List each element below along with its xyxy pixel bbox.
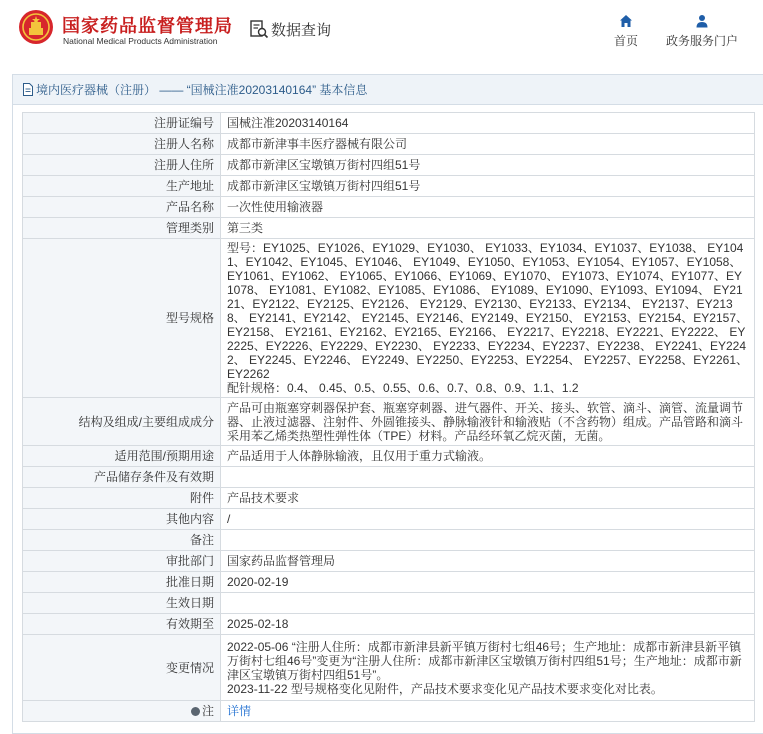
table-row [23,701,755,722]
field-value: / [221,509,755,530]
field-value: 2025-02-18 [221,614,755,635]
note-label-cell [23,701,221,722]
table-row [23,134,755,155]
field-label: 注册人住所 [23,155,221,176]
field-label: 有效期至 [23,614,221,635]
field-label: 注册证编号 [23,113,221,134]
field-label: 审批部门 [23,551,221,572]
field-label: 管理类别 [23,218,221,239]
table-row [23,614,755,635]
nav-gov-service[interactable] [660,14,744,49]
table-row [23,551,755,572]
table-row [23,197,755,218]
nav-home-label: 首页 [613,34,638,48]
field-label: 型号规格 [23,239,221,398]
table-row [23,155,755,176]
data-query-link[interactable] [249,18,331,40]
field-value: 第三类 [221,218,755,239]
field-label: 生产地址 [23,176,221,197]
field-label: 其他内容 [23,509,221,530]
field-value: 2020-02-19 [221,572,755,593]
detail-table [22,112,755,722]
table-row [23,509,755,530]
nmpa-emblem-icon [18,9,54,45]
field-label: 产品名称 [23,197,221,218]
field-value: 产品适用于人体静脉输液，且仅用于重力式输液。 [221,446,755,467]
document-icon [22,83,34,96]
table-row [23,446,755,467]
site-title-cn: 国家药品监督管理局 [62,16,233,36]
site-title-en: National Medical Products Administration [63,36,218,46]
field-label: 适用范围/预期用途 [23,446,221,467]
field-value: 成都市新津区宝墩镇万街村四组51号 [221,155,755,176]
nav-gov-service-label: 政务服务门户 [665,34,738,48]
field-label: 备注 [23,530,221,551]
table-row [23,467,755,488]
field-value [221,530,755,551]
field-label: 生效日期 [23,593,221,614]
data-query-label: 数据查询 [271,21,332,39]
field-value [221,593,755,614]
field-label: 产品储存条件及有效期 [23,467,221,488]
home-icon [619,14,633,28]
note-bullet-icon [191,707,200,716]
field-value: 一次性使用输液器 [221,197,755,218]
table-row [23,398,755,446]
table-row [23,176,755,197]
field-value: 成都市新津区宝墩镇万街村四组51号 [221,176,755,197]
table-row [23,593,755,614]
field-value [221,467,755,488]
table-row [23,530,755,551]
field-label: 批准日期 [23,572,221,593]
note-value-cell [221,701,755,722]
note-label: 注 [201,704,214,718]
user-icon [695,14,709,28]
field-value: 产品技术要求 [221,488,755,509]
table-row [23,488,755,509]
field-label: 注册人名称 [23,134,221,155]
detail-title: 境内医疗器械（注册） —— “国械注准20203140164” 基本信息 [36,83,368,97]
table-row [23,113,755,134]
field-value: 型号：EY1025、EY1026、EY1029、EY1030、 EY1033、EY1034、EY1037、EY1038、 EY1041、EY1042、EY1045、EY1046、 EY1049、EY1050、EY1053、EY1054、EY1057、EY1058、 EY1061、EY1062、 EY1065、EY1066、EY1069、EY1070、 EY1073、EY1074、EY1077、EY1078、 EY1081、EY1082、EY1085、EY1086、 EY1089、EY1090、EY1093、EY1094、 EY2121、EY2122、EY2125、EY2126、 EY2129、EY2130、EY2133、EY2134、 EY2137、EY2138、 EY2141、EY2142、 EY2145、EY2146、EY2149、EY2150、 EY2153、EY2154、EY2157、EY2158、 EY2161、EY2162、EY2165、EY2166、 EY2217、EY2218、EY2221、EY2222、 EY2225、EY2226、EY2229、EY2230、 EY2233、EY2234、EY2237、EY2238、 EY2241、EY2242、 EY2245、EY2246、 EY2249、EY2250、EY2253、EY2254、 EY2257、EY2258、EY2261、EY2262 配针规格：0.4、 0.45、0.5、0.55、0.6、0.7、0.8、0.9、1.1、1.2 [221,239,755,398]
field-value: 产品可由瓶塞穿刺器保护套、瓶塞穿刺器、进气器件、开关、接头、软管、滴斗、滴管、流量调节器、止液过滤器、注射件、外圆锥接头、静脉输液针和输液贴（不含药物）组成。产品管路和滴斗采用苯乙烯类热塑性弹性体（TPE）材料。产品经环氧乙烷灭菌，无菌。 [221,398,755,446]
header [0,0,763,62]
table-row [23,239,755,398]
data-query-icon [249,19,269,39]
table-row [23,572,755,593]
field-label: 附件 [23,488,221,509]
field-value: 2022-05-06 “注册人住所：成都市新津县新平镇万街村七组46号；生产地址：成都市新津县新平镇万街村七组46号”变更为“注册人住所：成都市新津区宝墩镇万街村四组51号；生产地址：成都市新津区宝墩镇万街村四组51号”。 2023-11-22 型号规格变化见附件，产品技术要求变化见产品技术要求变化对比表。 [221,635,755,701]
detail-title-bar [13,75,763,105]
field-value: 国械注准20203140164 [221,113,755,134]
field-value: 成都市新津事丰医疗器械有限公司 [221,134,755,155]
table-row [23,635,755,701]
field-value: 国家药品监督管理局 [221,551,755,572]
field-label: 结构及组成/主要组成成分 [23,398,221,446]
nav-home[interactable] [604,14,648,49]
field-label: 变更情况 [23,635,221,701]
table-row [23,218,755,239]
details-link[interactable]: 详情 [227,704,252,718]
